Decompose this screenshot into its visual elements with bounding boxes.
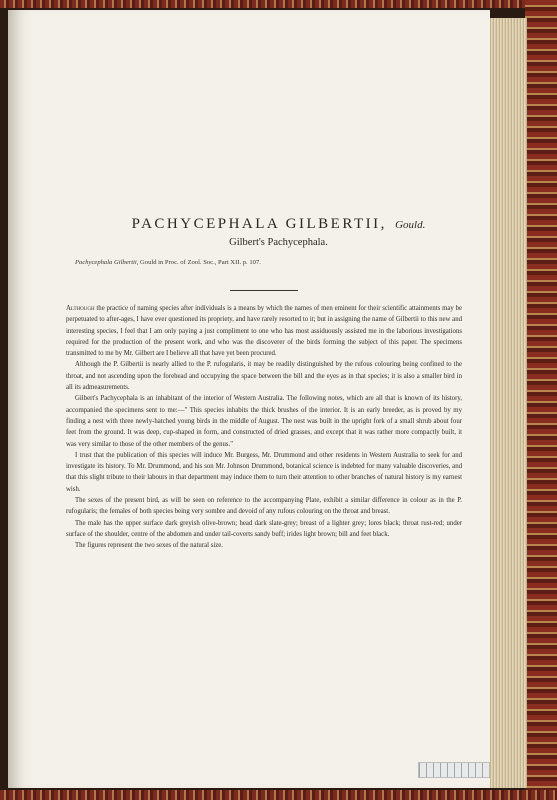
color-scale-bar	[418, 762, 490, 778]
reference-line	[75, 259, 261, 266]
paragraph: Although the practice of naming species after individuals is a means by which the names of men eminent for their scientific attainments may be perpetuated to after-ages, I have ever questioned its propriety, and have rarely resorted to it; but in assigning the name of Gilbertii to this new and interesting species, I feel that I am only paying a just compliment to one who has most assiduously assisted me in the laborious investigations required for the production of the present work, and who was the discoverer of the birds forming the subject of this paper. The specimens transmitted to me by Mr. Gilbert are I believe all that have yet been procured.	[66, 305, 462, 358]
page-subtitle: Gilbert's Pachycephala.	[229, 237, 328, 248]
paragraph: The sexes of the present bird, as will be seen on reference to the accompanying Plate, exhibit a similar difference in colour as in the P. rufogularis; the females of both species being very sombre and devoid of any rufous colouring on the throat and breast.	[66, 497, 462, 516]
page-title	[0, 216, 557, 233]
divider-rule	[230, 290, 298, 291]
cover-right-edge	[525, 0, 557, 800]
reference-name: Pachycephala Gilbertii,	[75, 259, 139, 266]
reference-citation: Gould in Proc. of Zool. Soc., Part XII. p. 107.	[140, 259, 261, 266]
paragraph: Although the P. Gilbertii is nearly allied to the P. rufogularis, it may be readily distinguished by the rufous colouring being confined to the throat, and not ascending upon the forehead and occupying the space between the bill and the eyes as in that species; it is also a smaller bird in all its admeasurements.	[66, 361, 462, 392]
title-text: PACHYCEPHALA GILBERTII,	[131, 216, 387, 232]
paragraph: The male has the upper surface dark greyish olive-brown; head dark slate-grey; breast of a lighter grey; lores black; throat rust-red; under surface of the shoulder, centre of the abdomen and under tail-coverts sandy buff; irides light brown; bill and feet black.	[66, 519, 462, 538]
paragraph: Gilbert's Pachycephala is an inhabitant of the interior of Western Australia. The following notes, which are all that is known of its history, accompanied the specimens sent to me:—" This species inhabits the thick brushes of the interior. It is an early breeder, as is proved by my finding a nest with three newly-hatched young birds in the middle of August. The nest was built in the upright fork of a small shrub about four feet from the ground. It was deep, cup-shaped in form, and constructed of dried grasses, and except that it was rather more compactly built, it was very similar to those of the other members of the genus."	[66, 395, 462, 448]
paragraph: The figures represent the two sexes of the natural size.	[75, 542, 223, 550]
title-authority: Gould.	[395, 219, 426, 231]
cover-top-edge	[0, 0, 557, 8]
body-text	[66, 303, 462, 552]
cover-bottom-edge	[0, 790, 557, 800]
page-edges	[488, 18, 527, 788]
lead-word: Although	[66, 305, 95, 312]
paragraph: I trust that the publication of this species will induce Mr. Burgess, Mr. Drummond and other residents in Western Australia to seek for and investigate its history. To Mr. Drummond, and his son Mr. Johnson Drummond, botanical science is indebted for many valuable discoveries, and that this slight tribute to their labours in that department may induce them to turn their attention to other branches of natural history is my earnest wish.	[66, 451, 462, 493]
